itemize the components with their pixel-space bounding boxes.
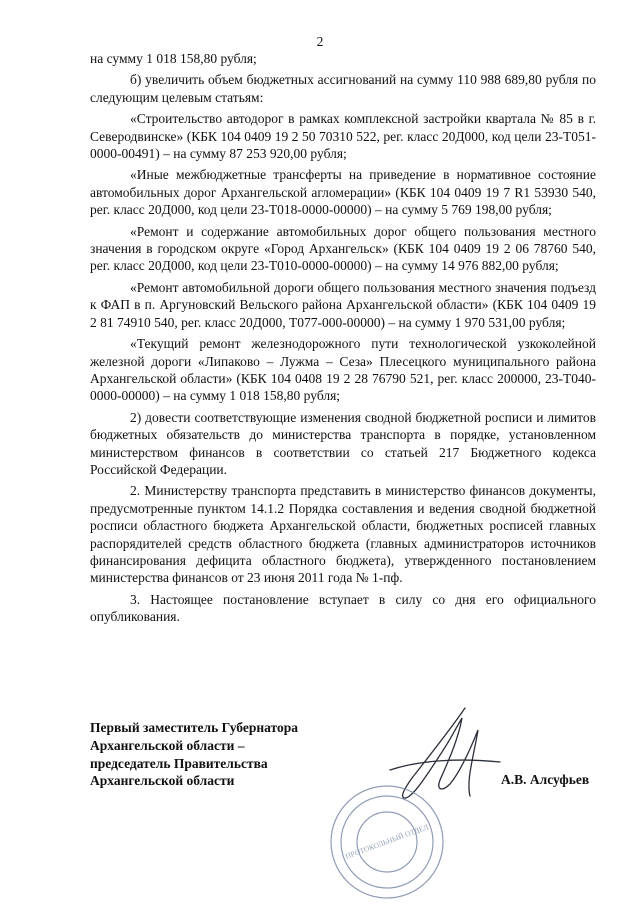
paragraph: 2. Министерству транспорта представить в министерство финансов документы, предусмотренные пунктом 14.1.2 Порядка составления и ведения сводной бюджетной росписи областного бюджета Архангельской области, бюджетных росписей главных распорядителей средств областного бюджета (главных администраторов источников финансирования дефицита областного бюджета), утвержденного постановлением министерства финансов от 23 июня 2011 года № 1-пф. — [90, 483, 596, 586]
paragraph: «Ремонт автомобильной дороги общего пользования местного значения подъезд к ФАП в п. Аргуновский Вельского района Архангельской области» (КБК 104 0409 19 2 81 74910 540, рег. класс 20Д000, Т077-000-00000) – на сумму 1 970 531,00 рубля; — [90, 279, 596, 330]
paragraph: 2) довести соответствующие изменения сводной бюджетной росписи и лимитов бюджетных обязательств до министерства транспорта в порядке, установленном министерством финансов в соответствии со статьей 217 Бюджетного кодекса Российской Федерации. — [90, 409, 596, 477]
paragraph: на сумму 1 018 158,80 рубля; — [90, 51, 257, 66]
signer-name: А.В. Алсуфьев — [501, 772, 590, 787]
signatory-title-line: Архангельской области — [90, 773, 235, 789]
paragraph: «Строительство автодорог в рамках комплексной застройки квартала № 85 в г. Северодвинске» (КБК 104 0409 19 2 50 70310 522, рег. класс 20Д000, код цели 23-Т051-0000-00491) – на сумму 87 253 920,00 рубля; — [90, 111, 596, 162]
signatory-title-line: председатель Правительства — [90, 755, 268, 771]
document-body — [90, 50, 596, 630]
paragraph: «Ремонт и содержание автомобильных дорог общего пользования местного значения в городском округе «Город Архангельск» (КБК 104 0409 19 2 06 78760 540, рег. класс 20Д000, код цели 23-Т010-0000-00000) – на сумму 14 976 882,00 рубля; — [90, 223, 596, 274]
page-number: 2 — [316, 34, 324, 49]
paragraph: 3. Настоящее постановление вступает в силу со дня его официального опубликования. — [90, 591, 596, 625]
signatory-title-line: Архангельской области – — [90, 737, 245, 753]
stamp-seal — [325, 780, 450, 905]
paragraph: б) увеличить объем бюджетных ассигнований на сумму 110 988 689,80 рубля по следующим целевым статьям: — [90, 72, 596, 105]
stamp-text: ПРОТОКОЛЬНЫЙ ОТДЕЛ — [344, 822, 430, 861]
signatory-title-line: Первый заместитель Губернатора — [90, 720, 298, 735]
paragraph: «Иные межбюджетные трансферты на приведение в нормативное состояние автомобильных дорог Архангельской агломерации» (КБК 104 0409 19 7 R1 53930 540, рег. класс 20Д000, код цели 23-Т018-0000-00000) – на сумму 5 769 198,00 рубля; — [90, 167, 596, 218]
paragraph: «Текущий ремонт железнодорожного пути технологической узкоколейной железной дороги «Липаково – Лужма – Сеза» Плесецкого муниципального района Архангельской области» (КБК 104 0408 19 2 28 76790 521, рег. класс 200000, 23-Т040-0000-00000) – на сумму 1 018 158,80 рубля; — [90, 336, 596, 404]
